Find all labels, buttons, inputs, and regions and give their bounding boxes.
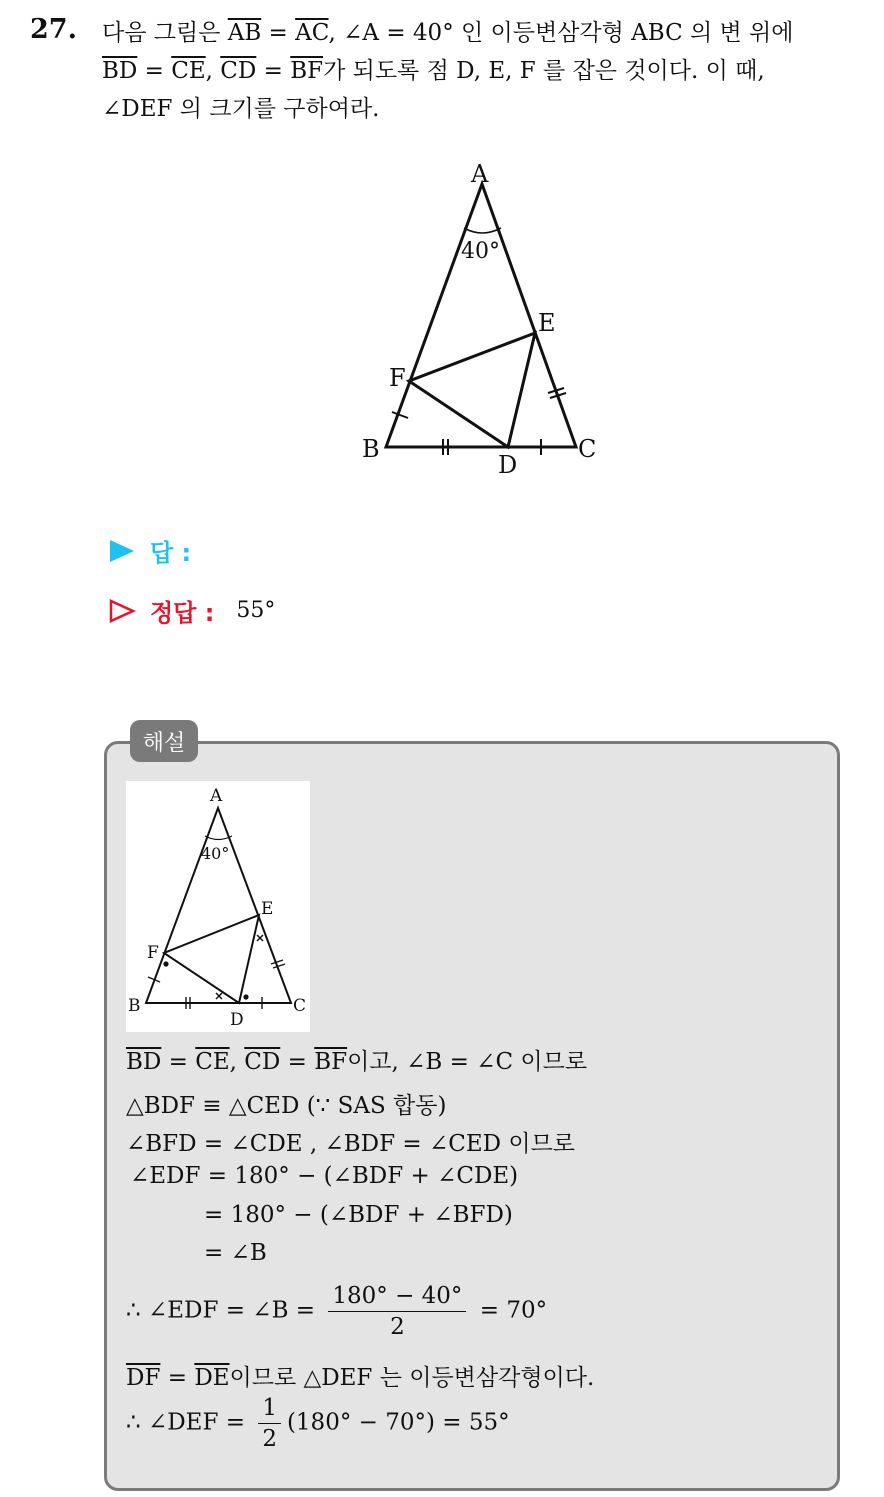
correct-answer-value: 55° [236, 598, 276, 623]
sol-label-d: D [230, 1010, 244, 1030]
sol-dot-f [163, 961, 168, 966]
correct-answer-row [108, 593, 275, 628]
solution-line-6: = ∠B [204, 1240, 267, 1266]
correct-answer-label: 정답 : [150, 599, 215, 627]
sol-angle-label: 40° [201, 844, 230, 863]
angle-label: 40° [461, 239, 500, 264]
solution-line-9: ∴ ∠DEF = $\frac{1}{2}$ (180° − 70°) = 55° [126, 1395, 510, 1452]
sol-label-b: B [128, 996, 141, 1016]
answer-row [108, 533, 191, 568]
angle-arc-a [464, 228, 501, 233]
triangle-figure [355, 150, 615, 490]
solution-line-4: ∠EDF = 180° − (∠BDF + ∠CDE) [130, 1163, 519, 1189]
label-f: F [389, 364, 406, 392]
solution-line-2: △BDF ≡ △CED (∵ SAS 합동) [126, 1093, 447, 1119]
sol-tick-ce-2 [273, 964, 285, 968]
label-e: E [538, 309, 556, 337]
label-a: A [471, 160, 489, 188]
solution-tag: 해설 [130, 720, 198, 762]
sol-label-f: F [147, 943, 159, 963]
solution-line-8: $\overline{DF} = \overline{DE}$이므로 △DEF 는 이등변삼각형이다. [126, 1365, 595, 1391]
sol-triangle-def [164, 915, 259, 1003]
question-line-3: ∠DEF 의 크기를 구하여라. [102, 96, 380, 122]
solution-figure [126, 781, 310, 1032]
solution-line-5: = 180° − (∠BDF + ∠BFD) [204, 1202, 513, 1228]
label-c: C [578, 435, 597, 463]
solution-line-1: $\overline{BD} = \overline{CE}$, $\overline{CD} = \overline{BF}$이고, ∠B = ∠C 이므로 [126, 1049, 588, 1075]
triangle-def [409, 333, 535, 447]
fraction-1: $\frac{180^\circ - 40^\circ}{2}$ [328, 1283, 466, 1340]
play-icon [108, 538, 136, 564]
label-b: B [362, 435, 380, 463]
question-line-2: $\overline{BD} = \overline{CE}$, $\overline{CD} = \overline{BF}$가 되도록 점 D, E, F 를 잡은 것이다. 이 때, [102, 58, 765, 84]
sol-label-c: C [293, 996, 307, 1016]
question-line-1: 다음 그림은 $\overline{AB} = \overline{AC}$, ∠A = 40° 인 이등변삼각형 ABC 의 변 위에 [102, 20, 794, 46]
sol-dot-d [243, 994, 248, 999]
label-d: D [498, 451, 518, 479]
sol-label-a: A [210, 786, 223, 806]
question-text [102, 14, 872, 128]
answer-label: 답 : [150, 539, 192, 567]
solution-line-3: ∠BFD = ∠CDE , ∠BDF = ∠CED 이므로 [126, 1131, 576, 1157]
play-outline-icon [108, 598, 136, 624]
question-number: 27. [30, 14, 77, 45]
solution-line-7: ∴ ∠EDF = ∠B = $\frac{180^\circ - 40^\circ}{2}$ = 70° [126, 1283, 548, 1340]
sol-label-e: E [261, 899, 274, 919]
fraction-2: $\frac{1}{2}$ [258, 1395, 281, 1452]
